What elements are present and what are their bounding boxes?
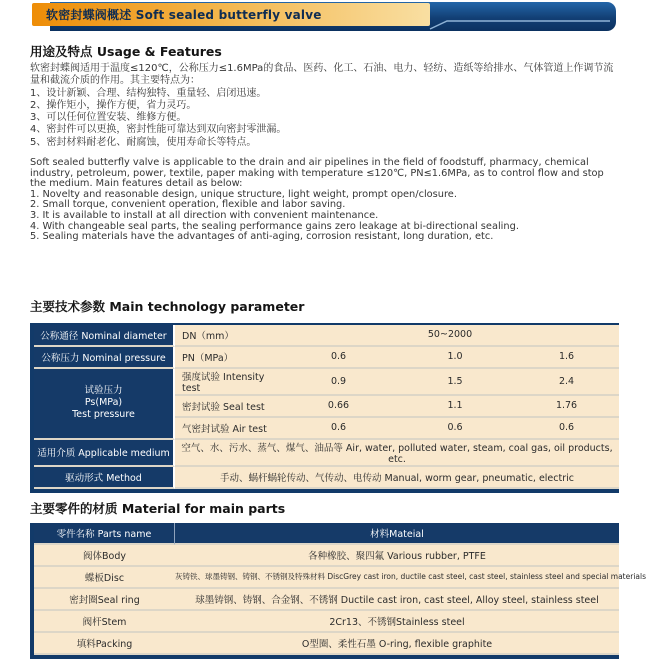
usage-feature-en: 5. Sealing materials have the advantages of anti-aging, corrosion resistant, long duration, etc. xyxy=(30,231,494,243)
tech-sub-cell: 气密封试验 Air test xyxy=(175,418,281,440)
tech-row-intensity-test xyxy=(34,369,619,396)
test-pressure-label-code: Ps(MPa) xyxy=(84,397,123,409)
page-title: 软密封蝶阀概述 Soft sealed butterfly valve xyxy=(46,8,322,22)
material-row-stem xyxy=(34,611,619,633)
material-header-row xyxy=(34,523,619,545)
material-part-cell: 填料Packing xyxy=(34,633,175,655)
usage-feature-cn: 4、密封件可以更换，密封性能可靠达到双向密封零泄漏。 xyxy=(30,124,287,136)
page-header xyxy=(0,0,640,34)
material-value-cell: 2Cr13、不锈钢Stainless steel xyxy=(175,611,619,633)
material-heading: 主要零件的材质 Material for main parts xyxy=(30,500,286,516)
material-value-cell: 球墨铸钢、铸钢、合金钢、不锈钢 Ductile cast iron, cast steel, Alloy steel, stainless steel xyxy=(175,589,619,611)
material-col-material: 材料Mateial xyxy=(175,523,619,545)
usage-feature-cn: 2、操作矩小，操作方便，省力灵巧。 xyxy=(30,99,197,111)
tech-row-diameter xyxy=(34,325,619,347)
tech-row-method xyxy=(34,467,619,489)
material-table xyxy=(30,523,646,659)
test-pressure-label-en: Test pressure xyxy=(72,409,135,421)
usage-feature-en: 1. Novelty and reasonable design, unique structure, light weight, prompt open/closure. xyxy=(30,188,457,200)
material-row-body xyxy=(34,545,619,567)
tech-value-cell: 1.76 xyxy=(514,396,619,418)
tech-value-cell: 1.0 xyxy=(396,347,514,369)
tech-sub-cell: DN（mm） xyxy=(175,325,281,347)
tech-sub-cell: 密封试验 Seal test xyxy=(175,396,281,418)
tech-value-cell: 2.4 xyxy=(514,369,619,396)
tech-value-cell: 1.6 xyxy=(514,347,619,369)
tech-label-cell: 驱动形式 Method xyxy=(34,467,175,489)
usage-feature-cn: 1、设计新颖、合理、结构独特、重量轻、启闭迅速。 xyxy=(30,87,267,99)
tech-label-cell: 公称压力 Nominal pressure xyxy=(34,347,175,369)
tech-value-cell: 1.1 xyxy=(396,396,514,418)
usage-intro-en: Soft sealed butterfly valve is applicable to the drain and air pipelines in the field of foodstuff, pharmacy, chemical industry, petroleum, power, textile, paper making with temperature ≤120℃, PN≤1.6MPa, as to control flow and stop the medium. Main features detail as below: xyxy=(30,157,604,190)
tech-table xyxy=(30,323,619,493)
tech-method-cell: 手动、蜗杆蜗轮传动、气传动、电传动 Manual, worm gear, pneumatic, electric xyxy=(175,467,619,489)
tech-row-medium xyxy=(34,440,619,467)
material-part-cell: 阀杆Stem xyxy=(34,611,175,633)
material-value-cell: O型圈、柔性石墨 O-ring, flexible graphite xyxy=(175,633,619,655)
tech-value-cell: 1.5 xyxy=(396,369,514,396)
usage-feature-cn: 3、可以任何位置安装、维修方便。 xyxy=(30,112,187,124)
tech-label-cell: 公称通径 Nominal diameter xyxy=(34,325,175,347)
material-value-cell: 各种橡胶、聚四氟 Various rubber, PTFE xyxy=(175,545,619,567)
header-title-band xyxy=(32,3,430,26)
test-pressure-label-cn: 试验压力 xyxy=(84,385,123,397)
tech-value-cell: 0.6 xyxy=(514,418,619,440)
material-part-cell: 蝶板Disc xyxy=(34,567,175,589)
tech-sub-cell: PN（MPa） xyxy=(175,347,281,369)
tech-value-cell: 0.6 xyxy=(281,418,396,440)
tech-medium-cell: 空气、水、污水、蒸气、煤气、油品等 Air, water, polluted water, steam, coal gas, oil products, etc. xyxy=(175,440,619,467)
tech-label-cell: 适用介质 Applicable medium xyxy=(34,440,175,467)
material-row-seal-ring xyxy=(34,589,619,611)
usage-feature-en: 3. It is available to install at all direction with convenient maintenance. xyxy=(30,210,379,222)
material-section xyxy=(30,499,646,659)
material-row-packing xyxy=(34,633,619,655)
material-part-cell: 密封圈Seal ring xyxy=(34,589,175,611)
usage-feature-en: 2. Small torque, convenient operation, flexible and labor saving. xyxy=(30,199,346,211)
tech-heading: 主要技术参数 Main technology parameter xyxy=(30,298,305,314)
tech-sub-cell: 强度试验 Intensity test xyxy=(175,369,281,396)
material-row-disc xyxy=(34,567,619,589)
tech-value-cell: 50~2000 xyxy=(281,325,619,347)
usage-intro-cn: 软密封蝶阀适用于温度≤120℃，公称压力≤1.6MPa的食品、医药、化工、石油、电力、轻纺、造纸等给排水、气体管道上作调节流量和截流介质的作用。其主要特点为： xyxy=(30,63,614,87)
usage-feature-en: 4. With changeable seal parts, the sealing performance gains zero leakage at bi-directional sealing. xyxy=(30,220,519,232)
tech-test-pressure-label-cell xyxy=(34,369,175,440)
tech-row-pressure xyxy=(34,347,619,369)
usage-feature-cn: 5、密封材料耐老化、耐腐蚀，使用寿命长等特点。 xyxy=(30,136,257,148)
material-value-cell: 灰铸铁、球墨铸钢、铸钢、不锈钢及特殊材料 DiscGrey cast iron, ductile cast steel, cast steel, stainless steel and special materials xyxy=(175,567,619,589)
usage-heading: 用途及特点 Usage & Features xyxy=(30,44,222,59)
usage-section xyxy=(30,42,615,243)
tech-section xyxy=(30,297,615,493)
tech-value-cell: 0.66 xyxy=(281,396,396,418)
material-col-parts-name: 零件名称 Parts name xyxy=(34,523,175,545)
material-part-cell: 阀体Body xyxy=(34,545,175,567)
tech-value-cell: 0.9 xyxy=(281,369,396,396)
tech-value-cell: 0.6 xyxy=(281,347,396,369)
tech-value-cell: 0.6 xyxy=(396,418,514,440)
